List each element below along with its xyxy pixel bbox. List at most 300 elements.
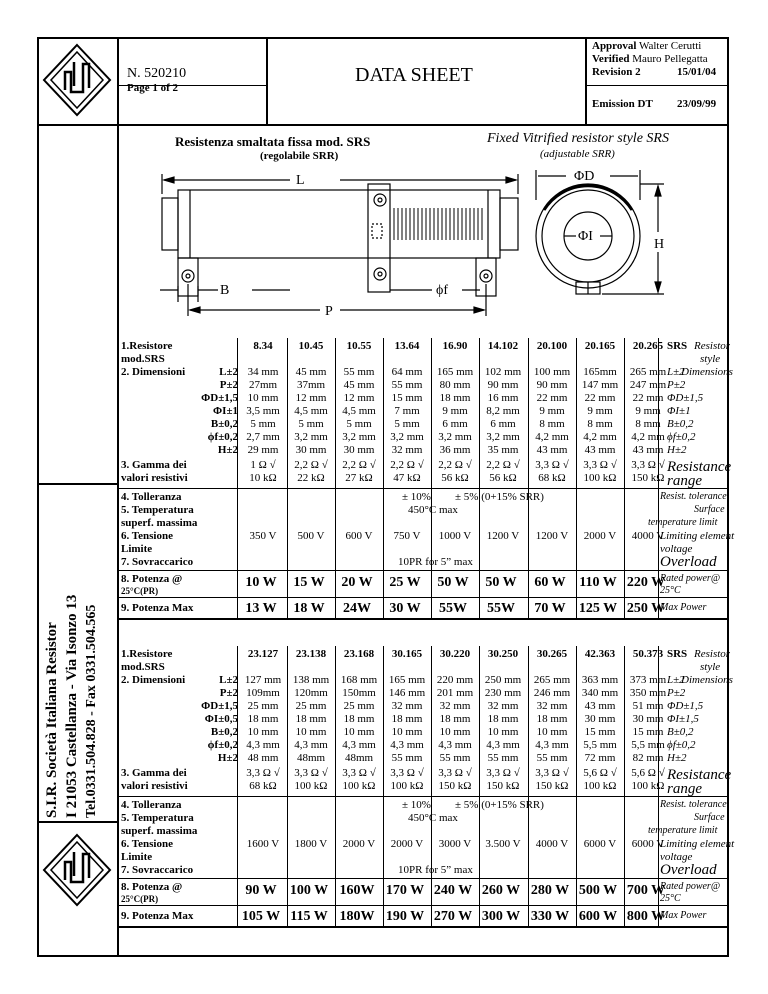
dim-value: 55 mm	[487, 752, 519, 764]
row-label-voltage: 6. Tensione	[121, 530, 173, 542]
dim-value: 43 mm	[584, 700, 616, 712]
column-divider	[528, 646, 529, 926]
power-value: 15 W	[293, 575, 325, 590]
table-separator-2	[117, 878, 729, 879]
doc-number: N. 520210	[127, 66, 187, 81]
range-max: 150 kΩ	[535, 780, 569, 792]
dim-value: 25 mm	[343, 700, 375, 712]
range-min: 1 Ω √	[250, 459, 276, 471]
voltage-en: Limiting element	[660, 530, 735, 542]
dim-value: 10 mm	[391, 726, 423, 738]
voltage-en: Limiting element	[660, 838, 735, 850]
model-code: 30.265	[536, 648, 568, 660]
row-label-overload: 7. Sovraccarico	[121, 864, 194, 876]
voltage-value: 600 V	[345, 530, 373, 542]
page-info: Page 1 of 2	[127, 82, 179, 94]
column-divider	[287, 338, 288, 618]
dim-value: 165 mm	[388, 674, 426, 686]
row-label-max-power: 9. Potenza Max	[121, 602, 194, 614]
dim-value: 146 mm	[388, 687, 426, 699]
emission-date: 23/09/99	[677, 98, 717, 110]
italian-title: Resistenza smaltata fissa mod. SRS	[175, 134, 371, 149]
range-min: 5,6 Ω √	[631, 767, 665, 779]
table-separator-2	[117, 570, 729, 571]
dim-label: L±2	[219, 674, 238, 686]
dim-value: 10 mm	[295, 726, 327, 738]
dim-en: ΦI±1,5	[667, 713, 699, 725]
row-label-dimensions: 2. Dimensioni	[121, 366, 186, 378]
dim-value: 6 mm	[490, 418, 516, 430]
voltage-value: 4000 V	[631, 530, 665, 542]
dim-value: 22 mm	[584, 392, 616, 404]
model-code: 30.220	[439, 648, 471, 660]
dim-value: 32 mm	[536, 700, 568, 712]
range-min: 2,2 Ω √	[390, 459, 424, 471]
header-divider-h2	[585, 85, 729, 86]
dim-value: 150mm	[342, 687, 376, 699]
range-min: 2,2 Ω √	[438, 459, 472, 471]
dim-label-h: H	[654, 237, 665, 252]
row-label-resistor: 1.Resistore	[121, 648, 173, 660]
power-en: Rated power@	[660, 881, 721, 892]
dim-value: 48 mm	[247, 752, 279, 764]
range-min: 3,3 Ω √	[294, 767, 328, 779]
range-max: 100 kΩ	[342, 780, 376, 792]
table-separator	[117, 796, 729, 797]
power-value: 20 W	[341, 575, 373, 590]
row-label-temperature: 5. Temperatura	[121, 504, 194, 516]
dim-value: 30 mm	[295, 444, 327, 456]
dim-value: 8 mm	[539, 418, 565, 430]
dim-value: 2,7 mm	[246, 431, 280, 443]
dim-label: ΦD±1,5	[201, 700, 238, 712]
dim-value: 36 mm	[439, 444, 471, 456]
dim-label: ϕf±0,2	[207, 431, 238, 443]
dim-value: 168 mm	[340, 674, 378, 686]
column-divider	[431, 646, 432, 926]
power-en-2: 25°C	[660, 585, 681, 596]
dim-value: 48mm	[344, 752, 374, 764]
row-label-resistor-2: mod.SRS	[121, 661, 165, 673]
dim-value: 34 mm	[247, 366, 279, 378]
tolerance-b: ± 5% (0+15% SRR)	[455, 491, 544, 503]
row-label-range-2: valori resistivi	[121, 780, 188, 792]
table-separator	[117, 488, 729, 489]
dim-value: 27mm	[248, 379, 278, 391]
dim-value: 3,2 mm	[438, 431, 472, 443]
range-max: 100 kΩ	[631, 780, 665, 792]
dim-value: 55 mm	[439, 752, 471, 764]
dim-value: 18 mm	[536, 713, 568, 725]
dim-value: 373 mm	[629, 674, 667, 686]
range-max: 100 kΩ	[390, 780, 424, 792]
row-en-resistor-2: Resistor	[694, 340, 731, 352]
column-divider	[431, 338, 432, 618]
max-power-en: Max Power	[660, 910, 707, 921]
sir-logo-top	[41, 42, 113, 118]
dim-en: ΦD±1,5	[667, 392, 704, 404]
dim-label: P±2	[219, 379, 238, 391]
row-label-dimensions: 2. Dimensioni	[121, 674, 186, 686]
dim-value: 25 mm	[247, 700, 279, 712]
dim-value: 247 mm	[629, 379, 667, 391]
dim-value: 4,5 mm	[294, 405, 328, 417]
range-max: 100 kΩ	[583, 472, 617, 484]
table-separator-3	[117, 597, 729, 598]
dim-value: 90 mm	[536, 379, 568, 391]
dim-value: 3,2 mm	[342, 431, 376, 443]
column-divider	[479, 646, 480, 926]
dim-value: 10 mm	[536, 726, 568, 738]
dim-value: 25 mm	[295, 700, 327, 712]
dim-label: B±0,2	[210, 418, 238, 430]
dim-value: 8 mm	[635, 418, 661, 430]
max-power-value: 270 W	[433, 909, 473, 924]
range-min: 3,3 Ω √	[246, 767, 280, 779]
dim-value: 4,2 mm	[631, 431, 665, 443]
dim-value: 15 mm	[584, 726, 616, 738]
range-max: 10 kΩ	[249, 472, 277, 484]
row-label-overload: 7. Sovraccarico	[121, 556, 194, 568]
dim-en: ΦD±1,5	[667, 700, 704, 712]
range-en: Resistance	[667, 459, 732, 475]
model-code: 20.265	[632, 340, 664, 352]
model-code: 50.373	[632, 648, 664, 660]
column-divider	[624, 646, 625, 926]
verified-label: Verified	[592, 53, 630, 65]
english-subtitle: (adjustable SRR)	[540, 148, 615, 160]
range-max: 56 kΩ	[489, 472, 517, 484]
column-divider	[383, 646, 384, 926]
power-value: 500 W	[578, 883, 618, 898]
dim-value: 10 mm	[439, 726, 471, 738]
range-max: 100 kΩ	[583, 780, 617, 792]
voltage-value: 3.500 V	[485, 838, 521, 850]
english-title: Fixed Vitrified resistor style SRS	[487, 131, 669, 146]
approval-line	[592, 40, 701, 52]
row-label-voltage-2: Limite	[121, 543, 153, 555]
model-code: 30.250	[487, 648, 519, 660]
row-label-power: 8. Potenza @	[121, 881, 183, 893]
range-en: Resistance	[667, 767, 732, 783]
voltage-en-2: voltage	[660, 543, 693, 555]
verified-name: Mauro Pellegatta	[632, 53, 708, 65]
dim-en: ϕf±0,2	[667, 739, 696, 751]
dim-value: 10 mm	[343, 726, 375, 738]
range-max: 150 kΩ	[438, 780, 472, 792]
power-value: 260 W	[481, 883, 521, 898]
dim-value: 109mm	[246, 687, 280, 699]
row-label-power-2: 25°C(PR)	[121, 894, 159, 904]
power-value: 110 W	[579, 575, 617, 590]
left-bottom-divider	[37, 821, 117, 823]
column-divider	[624, 338, 625, 618]
range-min: 3,3 Ω √	[535, 767, 569, 779]
range-max: 68 kΩ	[538, 472, 566, 484]
model-code: 20.165	[584, 340, 616, 352]
italian-subtitle: (regolabile SRR)	[260, 150, 339, 162]
dim-value: 4,3 mm	[246, 739, 280, 751]
dim-value: 18 mm	[247, 713, 279, 725]
dim-en: L±2	[667, 366, 685, 378]
model-code: 10.55	[346, 340, 372, 352]
column-divider	[576, 646, 577, 926]
power-value: 60 W	[534, 575, 566, 590]
dim-label-b: B	[220, 283, 230, 298]
dim-value: 43 mm	[632, 444, 664, 456]
dim-label-p: P	[325, 304, 333, 319]
dim-value: 220 mm	[436, 674, 474, 686]
dim-value: 18 mm	[439, 713, 471, 725]
dim-value: 4,3 mm	[535, 739, 569, 751]
dim-value: 201 mm	[436, 687, 474, 699]
dim-value: 120mm	[294, 687, 328, 699]
dim-value: 35 mm	[487, 444, 519, 456]
dim-value: 45 mm	[295, 366, 327, 378]
range-en-2: range	[667, 781, 702, 797]
dim-label-d: ΦD	[574, 169, 595, 184]
overload-value: 10PR for 5” max	[398, 864, 473, 876]
model-code: 42.363	[584, 648, 616, 660]
range-min: 3,3 Ω √	[583, 459, 617, 471]
dim-label: P±2	[219, 687, 238, 699]
dim-label: ϕf±0,2	[207, 739, 238, 751]
dim-value: 37mm	[296, 379, 326, 391]
column-divider	[287, 646, 288, 926]
dim-en: P±2	[667, 687, 686, 699]
power-value: 700 W	[626, 883, 666, 898]
overload-en: Overload	[660, 862, 717, 878]
row-label-temperature: 5. Temperatura	[121, 812, 194, 824]
row-label-resistor: 1.Resistore	[121, 340, 173, 352]
dim-value: 100 mm	[533, 366, 571, 378]
dim-value: 165 mm	[436, 366, 474, 378]
dim-value: 8,2 mm	[486, 405, 520, 417]
dim-label: B±0,2	[210, 726, 238, 738]
dim-value: 45 mm	[343, 379, 375, 391]
dim-value: 55 mm	[343, 366, 375, 378]
temperature-en-2: temperature limit	[648, 517, 718, 528]
max-power-value: 24W	[343, 601, 371, 616]
column-divider	[335, 646, 336, 926]
revision-date: 15/01/04	[677, 66, 717, 78]
voltage-value: 750 V	[393, 530, 421, 542]
dim-value: 165mm	[583, 366, 617, 378]
dim-value: 18 mm	[439, 392, 471, 404]
power-value: 10 W	[245, 575, 277, 590]
power-value: 100 W	[289, 883, 329, 898]
dim-label: ΦI±1	[213, 405, 238, 417]
voltage-value: 500 V	[297, 530, 325, 542]
row-label-temperature-2: superf. massima	[121, 825, 198, 837]
dim-value: 30 mm	[632, 713, 664, 725]
header-divider-v2	[585, 37, 587, 125]
max-power-value: 105 W	[241, 909, 281, 924]
max-power-value: 13 W	[245, 601, 277, 616]
header-divider	[117, 124, 729, 126]
power-value: 90 W	[245, 883, 277, 898]
dim-value: 10 mm	[247, 392, 279, 404]
dim-value: 4,3 mm	[486, 739, 520, 751]
page-title: DATA SHEET	[355, 64, 473, 86]
model-code: 13.64	[394, 340, 420, 352]
dim-value: 9 mm	[635, 405, 661, 417]
dim-value: 147 mm	[581, 379, 619, 391]
voltage-value: 2000 V	[342, 838, 376, 850]
row-label-temperature-2: superf. massima	[121, 517, 198, 529]
dim-value: 29 mm	[247, 444, 279, 456]
max-power-value: 70 W	[534, 601, 566, 616]
tolerance-b: ± 5% (0+15% SRR)	[455, 799, 544, 811]
row-label-voltage: 6. Tensione	[121, 838, 173, 850]
table-separator-3	[117, 905, 729, 906]
header-divider-v1	[266, 37, 268, 125]
column-divider	[658, 338, 659, 618]
dim-value: 265 mm	[533, 674, 571, 686]
range-min: 3,3 Ω √	[631, 459, 665, 471]
tolerance-a: ± 10%	[402, 799, 431, 811]
dim-en: B±0,2	[667, 726, 694, 738]
dim-value: 265 mm	[629, 366, 667, 378]
dim-value: 5 mm	[250, 418, 276, 430]
power-en-2: 25°C	[660, 893, 681, 904]
dim-en: ΦI±1	[667, 405, 691, 417]
dim-en: H±2	[667, 444, 687, 456]
temperature-en: Surface	[694, 504, 725, 515]
dim-value: 4,3 mm	[294, 739, 328, 751]
dim-label-i: ΦI	[578, 229, 593, 244]
max-power-value: 800 W	[626, 909, 666, 924]
dim-en: P±2	[667, 379, 686, 391]
row-label-range: 3. Gamma dei	[121, 767, 187, 779]
dim-value: 64 mm	[391, 366, 423, 378]
max-power-value: 125 W	[578, 601, 618, 616]
dim-value: 4,3 mm	[390, 739, 424, 751]
dim-value: 4,2 mm	[535, 431, 569, 443]
power-value: 170 W	[385, 883, 425, 898]
dim-value: 138 mm	[292, 674, 330, 686]
voltage-value: 1200 V	[535, 530, 569, 542]
range-max: 47 kΩ	[393, 472, 421, 484]
model-code: 20.100	[536, 340, 568, 352]
power-value: 280 W	[530, 883, 570, 898]
row-label-power: 8. Potenza @	[121, 573, 183, 585]
dim-value: 350 mm	[629, 687, 667, 699]
emission-label: Emission DT	[592, 98, 653, 110]
row-label-tolerance: 4. Tolleranza	[121, 491, 182, 503]
table-bottom	[117, 618, 729, 620]
dim-value: 4,5 mm	[342, 405, 376, 417]
left-mid-divider	[37, 483, 117, 485]
max-power-value: 55W	[487, 601, 515, 616]
dim-value: 9 mm	[587, 405, 613, 417]
range-min: 5,6 Ω √	[583, 767, 617, 779]
range-min: 2,2 Ω √	[342, 459, 376, 471]
dim-value: 4,2 mm	[583, 431, 617, 443]
dim-value: 8 mm	[587, 418, 613, 430]
model-code: 10.45	[298, 340, 324, 352]
dim-value: 4,3 mm	[438, 739, 472, 751]
dim-value: 7 mm	[394, 405, 420, 417]
max-power-value: 30 W	[389, 601, 421, 616]
dim-value: 82 mm	[632, 752, 664, 764]
overload-en: Overload	[660, 554, 717, 570]
row-label-range-2: valori resistivi	[121, 472, 188, 484]
dim-value: 102 mm	[484, 366, 522, 378]
dim-label: ΦI±0,5	[204, 713, 238, 725]
dim-value: 6 mm	[442, 418, 468, 430]
dim-label: H±2	[217, 752, 238, 764]
dim-value: 18 mm	[391, 713, 423, 725]
column-divider	[479, 338, 480, 618]
dim-value: 12 mm	[295, 392, 327, 404]
row-en-resistor-3: style	[700, 353, 721, 365]
dim-value: 48mm	[296, 752, 326, 764]
dim-value: 18 mm	[487, 713, 519, 725]
dim-value: 32 mm	[439, 700, 471, 712]
voltage-value: 6000 V	[631, 838, 665, 850]
dim-value: 55 mm	[391, 752, 423, 764]
column-divider	[528, 338, 529, 618]
temperature-en-2: temperature limit	[648, 825, 718, 836]
max-power-en: Max Power	[660, 602, 707, 613]
power-value: 160W	[339, 883, 375, 898]
dim-value: 80 mm	[439, 379, 471, 391]
power-value: 25 W	[389, 575, 421, 590]
dim-value: 3,5 mm	[246, 405, 280, 417]
voltage-en-2: voltage	[660, 851, 693, 863]
voltage-value: 6000 V	[583, 838, 617, 850]
model-code: 23.127	[247, 648, 279, 660]
max-power-value: 55W	[439, 601, 467, 616]
dim-en: H±2	[667, 752, 687, 764]
range-max: 27 kΩ	[345, 472, 373, 484]
column-divider	[658, 646, 659, 926]
range-min: 3,3 Ω √	[342, 767, 376, 779]
dim-en: B±0,2	[667, 418, 694, 430]
dim-value: 90 mm	[487, 379, 519, 391]
company-address-vertical: I 21053 Castellanza - Via Isonzo 13	[64, 594, 80, 818]
row-en-resistor-2: Resistor	[694, 648, 731, 660]
dim-value: 250 mm	[484, 674, 522, 686]
left-column-divider	[117, 37, 119, 957]
max-power-value: 180W	[339, 909, 375, 924]
dim-value: 12 mm	[343, 392, 375, 404]
power-en: Rated power@	[660, 573, 721, 584]
model-code: 8.34	[253, 340, 273, 352]
dim-value: 15 mm	[391, 392, 423, 404]
dims-en-label: Dimensions	[681, 366, 733, 378]
voltage-value: 1200 V	[486, 530, 520, 542]
row-label-resistor-2: mod.SRS	[121, 353, 165, 365]
dim-value: 5 mm	[298, 418, 324, 430]
voltage-value: 3000 V	[438, 838, 472, 850]
dim-value: 246 mm	[533, 687, 571, 699]
dim-value: 22 mm	[536, 392, 568, 404]
voltage-value: 2000 V	[583, 530, 617, 542]
model-code: 23.168	[343, 648, 375, 660]
dim-value: 5,5 mm	[583, 739, 617, 751]
range-min: 3,3 Ω √	[390, 767, 424, 779]
power-value: 220 W	[626, 575, 666, 590]
voltage-value: 1000 V	[438, 530, 472, 542]
dim-label: H±2	[217, 444, 238, 456]
dims-en-label: Dimensions	[681, 674, 733, 686]
logo-top-divider	[37, 124, 117, 126]
dim-label: L±2	[219, 366, 238, 378]
dim-value: 4,3 mm	[342, 739, 376, 751]
dim-value: 5,5 mm	[631, 739, 665, 751]
